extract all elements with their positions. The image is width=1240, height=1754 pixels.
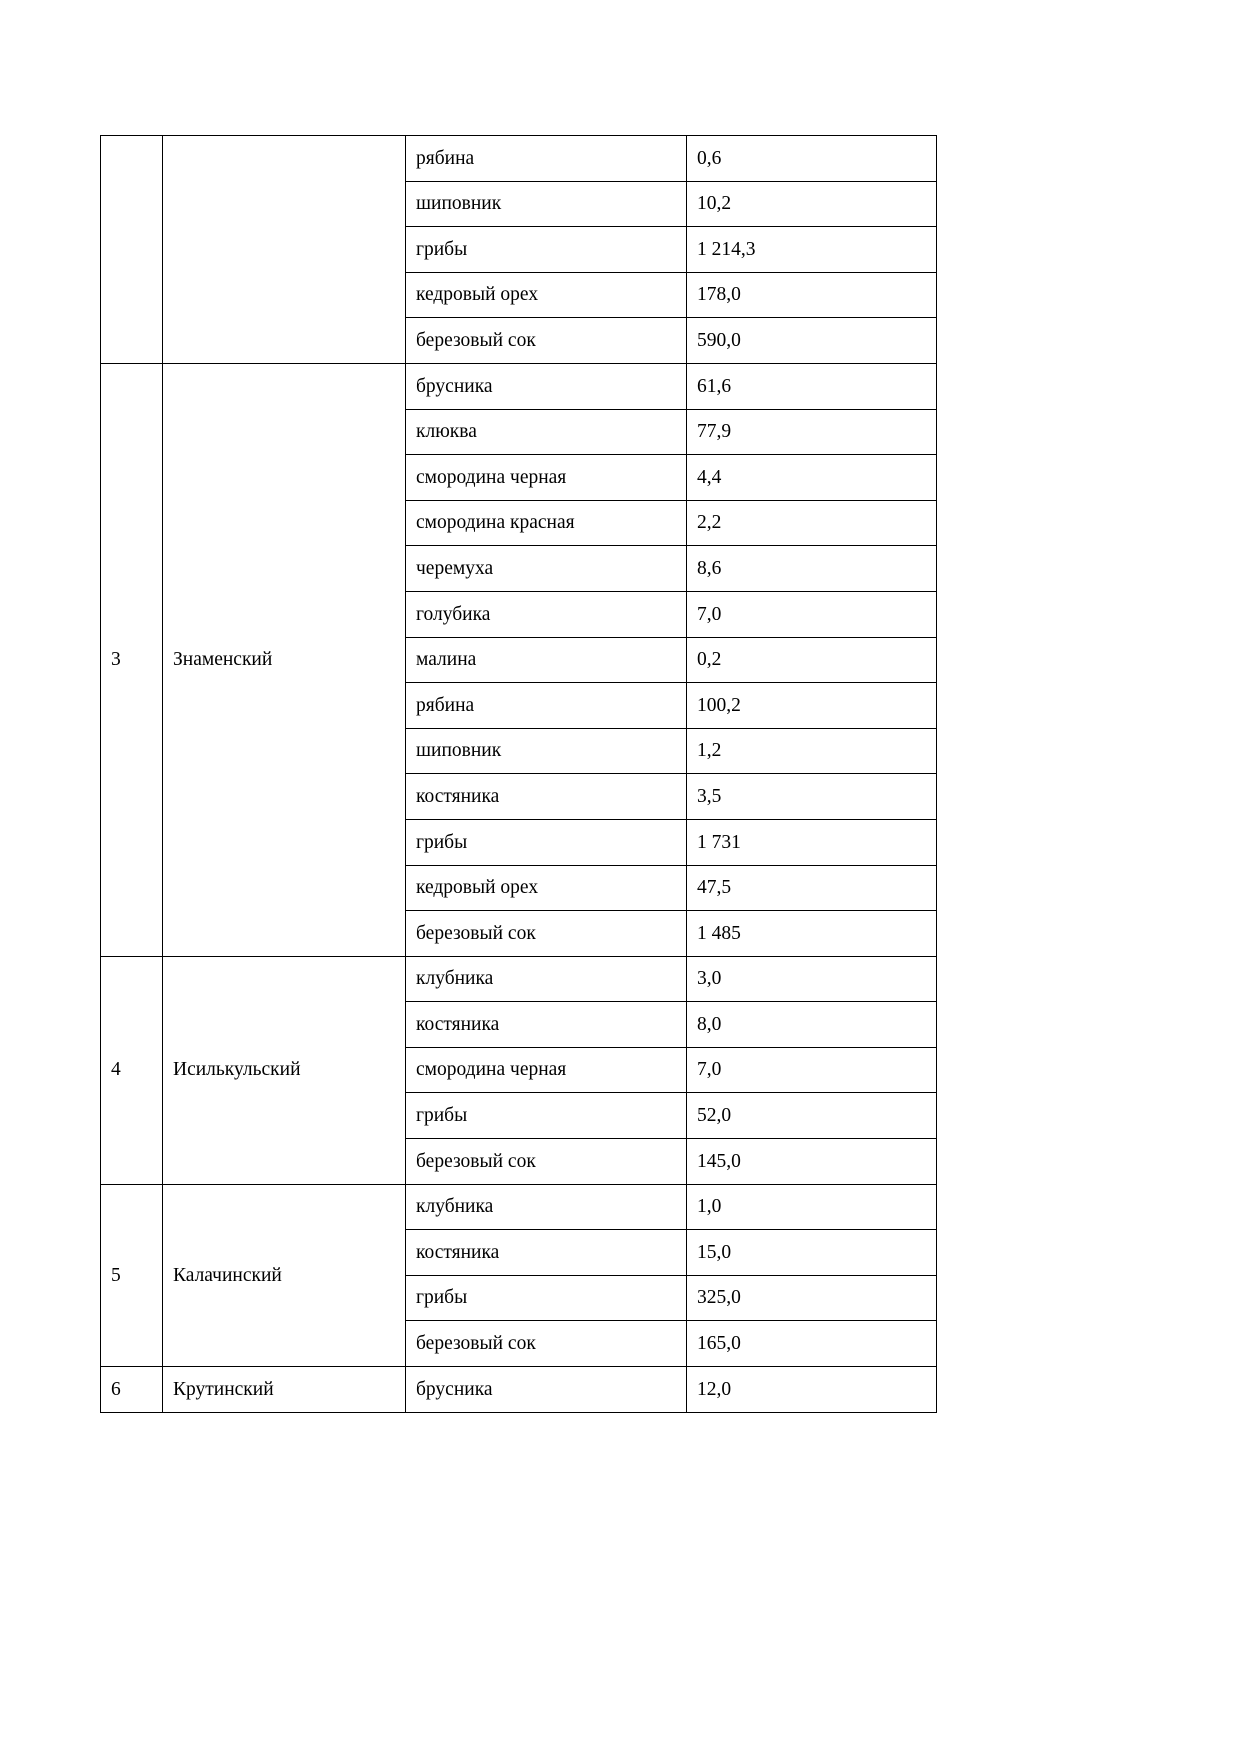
table-row — [101, 956, 937, 1002]
product-cell: березовый сок — [406, 911, 687, 957]
product-cell: шиповник — [406, 728, 687, 774]
product-cell: березовый сок — [406, 1139, 687, 1185]
product-cell: костяника — [406, 1002, 687, 1048]
product-cell: малина — [406, 637, 687, 683]
value-cell: 8,0 — [687, 1002, 937, 1048]
value-cell: 145,0 — [687, 1139, 937, 1185]
product-cell: смородина черная — [406, 1047, 687, 1093]
product-cell: грибы — [406, 227, 687, 273]
value-cell: 0,6 — [687, 136, 937, 182]
value-cell: 100,2 — [687, 683, 937, 729]
table-row — [101, 1367, 937, 1413]
product-cell: грибы — [406, 819, 687, 865]
value-cell: 77,9 — [687, 409, 937, 455]
row-number-cell — [101, 136, 163, 364]
value-cell: 8,6 — [687, 546, 937, 592]
value-cell: 165,0 — [687, 1321, 937, 1367]
table-row — [101, 363, 937, 409]
product-cell: грибы — [406, 1093, 687, 1139]
value-cell: 590,0 — [687, 318, 937, 364]
value-cell: 1,0 — [687, 1184, 937, 1230]
product-cell: черемуха — [406, 546, 687, 592]
value-cell: 3,0 — [687, 956, 937, 1002]
value-cell: 15,0 — [687, 1230, 937, 1276]
row-number-cell: 6 — [101, 1367, 163, 1413]
table-row — [101, 136, 937, 182]
product-cell: клубника — [406, 1184, 687, 1230]
product-cell: брусника — [406, 363, 687, 409]
district-cell — [163, 136, 406, 364]
product-cell: смородина красная — [406, 500, 687, 546]
table-row — [101, 1184, 937, 1230]
district-cell: Исилькульский — [163, 956, 406, 1184]
product-cell: брусника — [406, 1367, 687, 1413]
product-cell: рябина — [406, 136, 687, 182]
product-cell: рябина — [406, 683, 687, 729]
product-cell: березовый сок — [406, 1321, 687, 1367]
value-cell: 1 731 — [687, 819, 937, 865]
district-cell: Знаменский — [163, 363, 406, 956]
row-number-cell: 5 — [101, 1184, 163, 1366]
value-cell: 4,4 — [687, 455, 937, 501]
value-cell: 1,2 — [687, 728, 937, 774]
value-cell: 10,2 — [687, 181, 937, 227]
value-cell: 1 485 — [687, 911, 937, 957]
product-cell: голубика — [406, 591, 687, 637]
value-cell: 52,0 — [687, 1093, 937, 1139]
value-cell: 7,0 — [687, 591, 937, 637]
row-number-cell: 3 — [101, 363, 163, 956]
product-cell: костяника — [406, 1230, 687, 1276]
product-cell: кедровый орех — [406, 865, 687, 911]
product-cell: грибы — [406, 1275, 687, 1321]
product-cell: клубника — [406, 956, 687, 1002]
value-cell: 3,5 — [687, 774, 937, 820]
value-cell: 12,0 — [687, 1367, 937, 1413]
row-number-cell: 4 — [101, 956, 163, 1184]
product-cell: клюква — [406, 409, 687, 455]
district-cell: Крутинский — [163, 1367, 406, 1413]
value-cell: 2,2 — [687, 500, 937, 546]
product-cell: костяника — [406, 774, 687, 820]
value-cell: 178,0 — [687, 272, 937, 318]
product-cell: смородина черная — [406, 455, 687, 501]
value-cell: 325,0 — [687, 1275, 937, 1321]
value-cell: 0,2 — [687, 637, 937, 683]
value-cell: 61,6 — [687, 363, 937, 409]
product-cell: кедровый орех — [406, 272, 687, 318]
district-cell: Калачинский — [163, 1184, 406, 1366]
harvest-table — [100, 135, 937, 1413]
value-cell: 47,5 — [687, 865, 937, 911]
value-cell: 1 214,3 — [687, 227, 937, 273]
product-cell: шиповник — [406, 181, 687, 227]
product-cell: березовый сок — [406, 318, 687, 364]
value-cell: 7,0 — [687, 1047, 937, 1093]
